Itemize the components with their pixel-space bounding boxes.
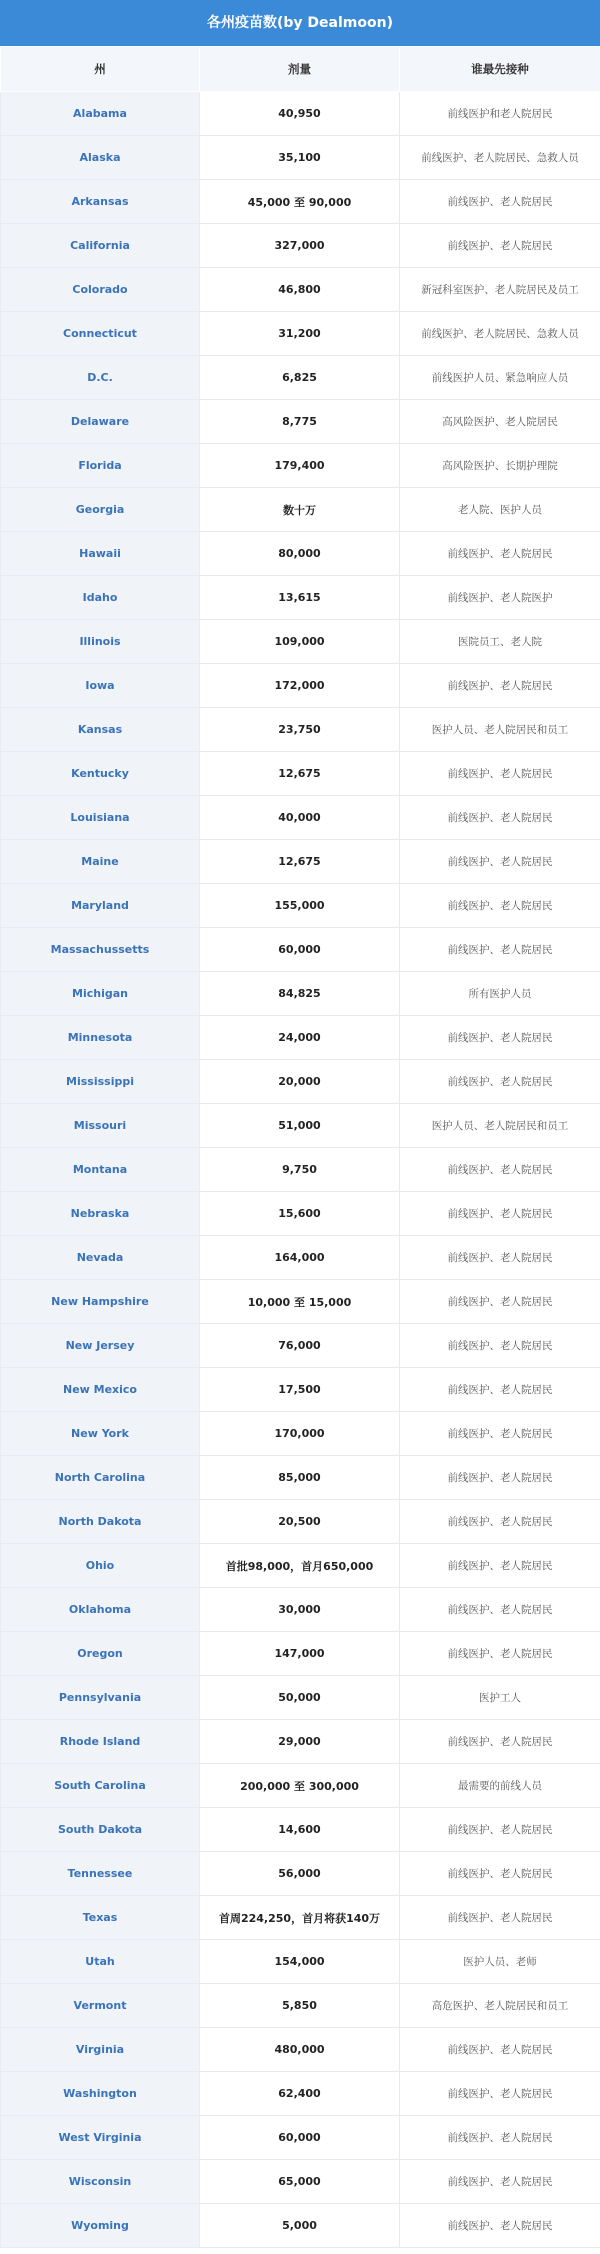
priority-cell: 前线医护、老人院居民 <box>400 1060 600 1104</box>
doses-cell: 35,100 <box>200 136 400 180</box>
doses-cell: 65,000 <box>200 2160 400 2204</box>
priority-cell: 前线医护、老人院居民 <box>400 1016 600 1060</box>
table-header-row <box>1 47 600 92</box>
priority-cell: 前线医护、老人院居民 <box>400 1324 600 1368</box>
state-cell: Maryland <box>1 884 200 928</box>
doses-cell: 200,000 至 300,000 <box>200 1764 400 1808</box>
column-header-doses: 剂量 <box>200 47 400 92</box>
table-row <box>1 1500 600 1544</box>
state-cell: Arkansas <box>1 180 200 224</box>
table-row <box>1 2072 600 2116</box>
doses-cell: 179,400 <box>200 444 400 488</box>
state-cell: Idaho <box>1 576 200 620</box>
doses-cell: 60,000 <box>200 2116 400 2160</box>
doses-cell: 9,750 <box>200 1148 400 1192</box>
state-cell: Iowa <box>1 664 200 708</box>
table-row <box>1 488 600 532</box>
table-row <box>1 136 600 180</box>
doses-cell: 164,000 <box>200 1236 400 1280</box>
table-row <box>1 1940 600 1984</box>
table-row <box>1 356 600 400</box>
table-row <box>1 928 600 972</box>
priority-cell: 医护工人 <box>400 1676 600 1720</box>
state-cell: California <box>1 224 200 268</box>
doses-cell: 85,000 <box>200 1456 400 1500</box>
doses-cell: 20,000 <box>200 1060 400 1104</box>
state-cell: Colorado <box>1 268 200 312</box>
doses-cell: 327,000 <box>200 224 400 268</box>
table-row <box>1 1544 600 1588</box>
doses-cell: 80,000 <box>200 532 400 576</box>
priority-cell: 前线医护、老人院居民 <box>400 1148 600 1192</box>
column-header-state: 州 <box>1 47 200 92</box>
vaccine-doses-table <box>0 46 600 2248</box>
table-row <box>1 1808 600 1852</box>
table-body <box>1 92 600 2248</box>
doses-cell: 40,000 <box>200 796 400 840</box>
doses-cell: 6,825 <box>200 356 400 400</box>
priority-cell: 前线医护、老人院居民 <box>400 1456 600 1500</box>
table-row <box>1 400 600 444</box>
table-row <box>1 1412 600 1456</box>
state-cell: Wyoming <box>1 2204 200 2248</box>
table-row <box>1 312 600 356</box>
priority-cell: 最需要的前线人员 <box>400 1764 600 1808</box>
state-cell: D.C. <box>1 356 200 400</box>
doses-cell: 154,000 <box>200 1940 400 1984</box>
doses-cell: 首周224,250，首月将获140万 <box>200 1896 400 1940</box>
doses-cell: 50,000 <box>200 1676 400 1720</box>
doses-cell: 8,775 <box>200 400 400 444</box>
priority-cell: 前线医护、老人院居民 <box>400 1720 600 1764</box>
doses-cell: 14,600 <box>200 1808 400 1852</box>
table-row <box>1 620 600 664</box>
priority-cell: 新冠科室医护、老人院居民及员工 <box>400 268 600 312</box>
table-row <box>1 1368 600 1412</box>
state-cell: Virginia <box>1 2028 200 2072</box>
priority-cell: 前线医护、老人院居民 <box>400 1632 600 1676</box>
state-cell: Massachussetts <box>1 928 200 972</box>
table-row <box>1 884 600 928</box>
priority-cell: 前线医护、老人院居民 <box>400 1280 600 1324</box>
priority-cell: 前线医护、老人院居民 <box>400 1192 600 1236</box>
state-cell: Utah <box>1 1940 200 1984</box>
doses-cell: 12,675 <box>200 840 400 884</box>
priority-cell: 前线医护、老人院居民 <box>400 884 600 928</box>
state-cell: Washington <box>1 2072 200 2116</box>
priority-cell: 前线医护、老人院居民 <box>400 2160 600 2204</box>
doses-cell: 23,750 <box>200 708 400 752</box>
doses-cell: 31,200 <box>200 312 400 356</box>
doses-cell: 17,500 <box>200 1368 400 1412</box>
priority-cell: 前线医护、老人院居民、急救人员 <box>400 136 600 180</box>
priority-cell: 前线医护、老人院居民 <box>400 752 600 796</box>
state-cell: Oregon <box>1 1632 200 1676</box>
doses-cell: 20,500 <box>200 1500 400 1544</box>
doses-cell: 10,000 至 15,000 <box>200 1280 400 1324</box>
table-row <box>1 1852 600 1896</box>
table-row <box>1 664 600 708</box>
table-row <box>1 1984 600 2028</box>
state-cell: Mississippi <box>1 1060 200 1104</box>
state-cell: South Carolina <box>1 1764 200 1808</box>
doses-cell: 30,000 <box>200 1588 400 1632</box>
priority-cell: 医护人员、老师 <box>400 1940 600 1984</box>
state-cell: Wisconsin <box>1 2160 200 2204</box>
priority-cell: 高危医护、老人院居民和员工 <box>400 1984 600 2028</box>
state-cell: New Mexico <box>1 1368 200 1412</box>
doses-cell: 155,000 <box>200 884 400 928</box>
table-row <box>1 1588 600 1632</box>
table-row <box>1 576 600 620</box>
doses-cell: 170,000 <box>200 1412 400 1456</box>
state-cell: Nebraska <box>1 1192 200 1236</box>
doses-cell: 172,000 <box>200 664 400 708</box>
state-cell: Minnesota <box>1 1016 200 1060</box>
table-row <box>1 840 600 884</box>
table-row <box>1 1192 600 1236</box>
state-cell: Montana <box>1 1148 200 1192</box>
priority-cell: 前线医护、老人院居民 <box>400 928 600 972</box>
state-cell: Nevada <box>1 1236 200 1280</box>
table-row <box>1 2160 600 2204</box>
doses-cell: 首批98,000，首月650,000 <box>200 1544 400 1588</box>
priority-cell: 老人院、医护人员 <box>400 488 600 532</box>
priority-cell: 前线医护、老人院居民 <box>400 2204 600 2248</box>
table-row <box>1 1104 600 1148</box>
priority-cell: 医院员工、老人院 <box>400 620 600 664</box>
table-row <box>1 2028 600 2072</box>
priority-cell: 所有医护人员 <box>400 972 600 1016</box>
table-row <box>1 180 600 224</box>
state-cell: New Hampshire <box>1 1280 200 1324</box>
doses-cell: 12,675 <box>200 752 400 796</box>
state-cell: Louisiana <box>1 796 200 840</box>
state-cell: Kansas <box>1 708 200 752</box>
table-row <box>1 1280 600 1324</box>
table-row <box>1 1764 600 1808</box>
priority-cell: 前线医护、老人院居民 <box>400 1412 600 1456</box>
priority-cell: 前线医护、老人院居民 <box>400 2116 600 2160</box>
state-cell: Tennessee <box>1 1852 200 1896</box>
table-row <box>1 1676 600 1720</box>
priority-cell: 前线医护、老人院居民 <box>400 180 600 224</box>
state-cell: Texas <box>1 1896 200 1940</box>
priority-cell: 前线医护、老人院居民 <box>400 1588 600 1632</box>
table-row <box>1 444 600 488</box>
priority-cell: 前线医护、老人院居民 <box>400 664 600 708</box>
priority-cell: 医护人员、老人院居民和员工 <box>400 1104 600 1148</box>
state-cell: Delaware <box>1 400 200 444</box>
table-row <box>1 2204 600 2248</box>
priority-cell: 前线医护、老人院居民 <box>400 224 600 268</box>
table-row <box>1 1148 600 1192</box>
doses-cell: 51,000 <box>200 1104 400 1148</box>
doses-cell: 29,000 <box>200 1720 400 1764</box>
doses-cell: 62,400 <box>200 2072 400 2116</box>
priority-cell: 前线医护、老人院居民 <box>400 1368 600 1412</box>
state-cell: Maine <box>1 840 200 884</box>
priority-cell: 前线医护、老人院居民 <box>400 2072 600 2116</box>
doses-cell: 15,600 <box>200 1192 400 1236</box>
table-row <box>1 972 600 1016</box>
state-cell: New York <box>1 1412 200 1456</box>
doses-cell: 5,850 <box>200 1984 400 2028</box>
priority-cell: 医护人员、老人院居民和员工 <box>400 708 600 752</box>
state-cell: Georgia <box>1 488 200 532</box>
state-cell: Ohio <box>1 1544 200 1588</box>
priority-cell: 前线医护、老人院居民 <box>400 1544 600 1588</box>
priority-cell: 前线医护、老人院居民 <box>400 796 600 840</box>
priority-cell: 前线医护、老人院居民、急救人员 <box>400 312 600 356</box>
table-row <box>1 752 600 796</box>
table-row <box>1 708 600 752</box>
table-row <box>1 92 600 136</box>
table-row <box>1 1456 600 1500</box>
doses-cell: 56,000 <box>200 1852 400 1896</box>
doses-cell: 40,950 <box>200 92 400 136</box>
priority-cell: 前线医护、老人院居民 <box>400 1236 600 1280</box>
state-cell: Illinois <box>1 620 200 664</box>
state-cell: Alaska <box>1 136 200 180</box>
state-cell: West Virginia <box>1 2116 200 2160</box>
doses-cell: 109,000 <box>200 620 400 664</box>
state-cell: Michigan <box>1 972 200 1016</box>
state-cell: Alabama <box>1 92 200 136</box>
table-row <box>1 268 600 312</box>
table-row <box>1 1632 600 1676</box>
table-row <box>1 796 600 840</box>
table-row <box>1 1896 600 1940</box>
table-row <box>1 2116 600 2160</box>
table-row <box>1 532 600 576</box>
doses-cell: 60,000 <box>200 928 400 972</box>
priority-cell: 前线医护、老人院居民 <box>400 1896 600 1940</box>
doses-cell: 84,825 <box>200 972 400 1016</box>
state-cell: Connecticut <box>1 312 200 356</box>
priority-cell: 高风险医护、老人院居民 <box>400 400 600 444</box>
priority-cell: 前线医护、老人院居民 <box>400 1852 600 1896</box>
state-cell: Kentucky <box>1 752 200 796</box>
priority-cell: 前线医护、老人院居民 <box>400 2028 600 2072</box>
state-cell: Florida <box>1 444 200 488</box>
priority-cell: 前线医护、老人院医护 <box>400 576 600 620</box>
state-cell: Pennsylvania <box>1 1676 200 1720</box>
state-cell: Oklahoma <box>1 1588 200 1632</box>
doses-cell: 45,000 至 90,000 <box>200 180 400 224</box>
priority-cell: 前线医护人员、紧急响应人员 <box>400 356 600 400</box>
doses-cell: 数十万 <box>200 488 400 532</box>
table-row <box>1 1236 600 1280</box>
doses-cell: 76,000 <box>200 1324 400 1368</box>
priority-cell: 前线医护、老人院居民 <box>400 840 600 884</box>
table-row <box>1 1016 600 1060</box>
doses-cell: 480,000 <box>200 2028 400 2072</box>
table-title: 各州疫苗数(by Dealmoon) <box>0 0 600 46</box>
state-cell: North Carolina <box>1 1456 200 1500</box>
priority-cell: 前线医护和老人院居民 <box>400 92 600 136</box>
doses-cell: 13,615 <box>200 576 400 620</box>
doses-cell: 147,000 <box>200 1632 400 1676</box>
column-header-priority: 谁最先接种 <box>400 47 600 92</box>
state-cell: Rhode Island <box>1 1720 200 1764</box>
priority-cell: 前线医护、老人院居民 <box>400 1500 600 1544</box>
state-cell: New Jersey <box>1 1324 200 1368</box>
table-row <box>1 1060 600 1104</box>
priority-cell: 前线医护、老人院居民 <box>400 1808 600 1852</box>
table-row <box>1 1324 600 1368</box>
state-cell: Hawaii <box>1 532 200 576</box>
state-cell: South Dakota <box>1 1808 200 1852</box>
doses-cell: 5,000 <box>200 2204 400 2248</box>
state-cell: Vermont <box>1 1984 200 2028</box>
doses-cell: 46,800 <box>200 268 400 312</box>
state-cell: North Dakota <box>1 1500 200 1544</box>
table-row <box>1 1720 600 1764</box>
doses-cell: 24,000 <box>200 1016 400 1060</box>
state-cell: Missouri <box>1 1104 200 1148</box>
priority-cell: 高风险医护、长期护理院 <box>400 444 600 488</box>
table-row <box>1 224 600 268</box>
priority-cell: 前线医护、老人院居民 <box>400 532 600 576</box>
